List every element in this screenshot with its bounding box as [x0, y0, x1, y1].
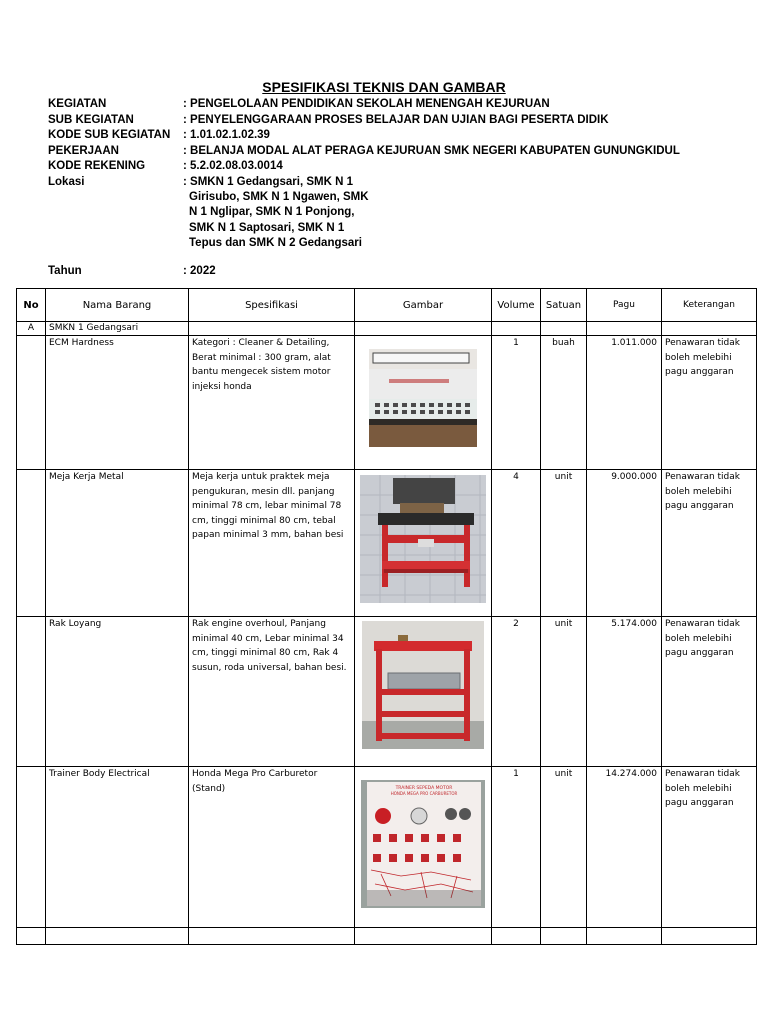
item-image-cell [355, 767, 492, 928]
meta-row-kode-rekening [48, 159, 703, 175]
table-header-row [17, 289, 757, 322]
trainer-subtitle-text: HONDA MEGA PRO CARBURETOR [390, 791, 458, 796]
item-name: Meja Kerja Metal [46, 470, 189, 617]
meta-value: : PENYELENGGARAAN PROSES BELAJAR DAN UJIAN BAGI PESERTA DIDIK [183, 113, 609, 126]
meta-label: PEKERJAAN [48, 144, 119, 157]
meta-label: Tahun [48, 264, 82, 277]
tray-rack-photo [362, 621, 484, 749]
header-no: No [17, 289, 46, 322]
meta-row-kode-sub-kegiatan [48, 128, 703, 144]
header-gambar: Gambar [355, 289, 492, 322]
header-satuan: Satuan [541, 289, 587, 322]
section-row [17, 322, 757, 336]
header-spesifikasi: Spesifikasi [189, 289, 355, 322]
item-unit: unit [541, 617, 587, 767]
item-unit: buah [541, 336, 587, 470]
activity-info [48, 97, 703, 279]
item-note: Penawaran tidak boleh melebihi pagu anggaran [662, 617, 757, 767]
header-nama-barang: Nama Barang [46, 289, 189, 322]
meta-value: : 2022 [183, 264, 216, 277]
table-row-empty [17, 928, 757, 945]
item-image-cell [355, 617, 492, 767]
table-row [17, 617, 757, 767]
specification-table [16, 288, 757, 945]
item-budget: 14.274.000 [587, 767, 662, 928]
meta-value: : PENGELOLAAN PENDIDIKAN SEKOLAH MENENGAH KEJURUAN [183, 98, 550, 110]
table-row [17, 767, 757, 928]
item-volume: 1 [492, 336, 541, 470]
item-spec: Meja kerja untuk praktek meja pengukuran, mesin dll. panjang minimal 78 cm, lebar minimal 78 cm, tinggi minimal 80 cm, tebal papan minimal 3 mm, bahan besi [189, 470, 355, 617]
item-image-cell [355, 336, 492, 470]
meta-row-tahun [48, 264, 703, 280]
meta-value: : SMKN 1 Gedangsari, SMK N 1 Girisubo, SMK N 1 Ngawen, SMK N 1 Nglipar, SMK N 1 Ponjong, SMK N 1 Saptosari, SMK N 1 Tepus dan SMK N 2 Gedangsari [183, 175, 369, 250]
item-spec: Kategori : Cleaner & Detailing, Berat minimal : 300 gram, alat bantu mengecek sistem motor injeksi honda [189, 336, 355, 470]
section-no: A [17, 322, 46, 336]
meta-label: Lokasi [48, 175, 85, 188]
meta-row-kegiatan [48, 97, 703, 113]
item-note: Penawaran tidak boleh melebihi pagu anggaran [662, 336, 757, 470]
item-note: Penawaran tidak boleh melebihi pagu anggaran [662, 767, 757, 928]
meta-label: KODE REKENING [48, 160, 146, 172]
meta-label: KODE SUB KEGIATAN [48, 129, 171, 141]
meta-label: KEGIATAN [48, 98, 107, 110]
item-note: Penawaran tidak boleh melebihi pagu anggaran [662, 470, 757, 617]
trainer-title-text: TRAINER SEPEDA MOTOR [395, 786, 453, 791]
ecm-hardness-photo [369, 349, 477, 447]
meta-value: : 5.2.02.08.03.0014 [183, 160, 283, 172]
item-budget: 5.174.000 [587, 617, 662, 767]
document-title: SPESIFIKASI TEKNIS DAN GAMBAR [262, 79, 506, 95]
meta-row-pekerjaan [48, 144, 703, 160]
item-image-cell [355, 470, 492, 617]
item-budget: 9.000.000 [587, 470, 662, 617]
metal-workbench-photo [360, 475, 486, 603]
meta-row-sub-kegiatan [48, 113, 703, 129]
header-volume: Volume [492, 289, 541, 322]
meta-row-lokasi [48, 175, 703, 252]
meta-label: SUB KEGIATAN [48, 113, 134, 126]
meta-value: : 1.01.02.1.02.39 [183, 129, 270, 141]
header-keterangan: Keterangan [662, 289, 757, 322]
section-name: SMKN 1 Gedangsari [46, 322, 189, 336]
trainer-board-photo [361, 780, 485, 908]
item-spec: Rak engine overhoul, Panjang minimal 40 cm, Lebar minimal 34 cm, tinggi minimal 80 cm, Rak 4 susun, roda universal, bahan besi. [189, 617, 355, 767]
item-budget: 1.011.000 [587, 336, 662, 470]
header-pagu: Pagu [587, 289, 662, 322]
item-unit: unit [541, 767, 587, 928]
item-volume: 1 [492, 767, 541, 928]
item-unit: unit [541, 470, 587, 617]
item-volume: 4 [492, 470, 541, 617]
item-name: ECM Hardness [46, 336, 189, 470]
item-name: Rak Loyang [46, 617, 189, 767]
table-row [17, 470, 757, 617]
item-volume: 2 [492, 617, 541, 767]
item-spec: Honda Mega Pro Carburetor (Stand) [189, 767, 355, 928]
item-name: Trainer Body Electrical [46, 767, 189, 928]
meta-value: : BELANJA MODAL ALAT PERAGA KEJURUAN SMK NEGERI KABUPATEN GUNUNGKIDUL [183, 144, 680, 157]
table-row [17, 336, 757, 470]
